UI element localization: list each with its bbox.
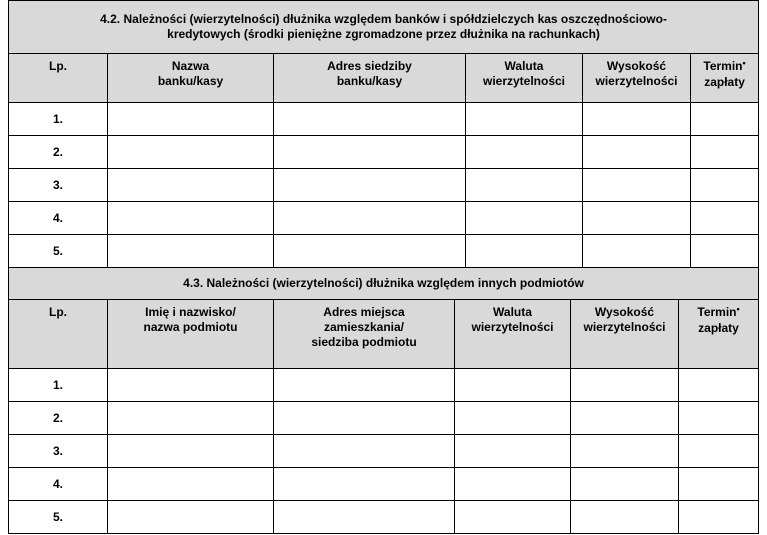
section-title-line: kredytowych (środki pieniężne zgromadzone przez dłużnika na rachunkach) — [167, 27, 600, 41]
other-receivables-table — [8, 267, 759, 534]
row-number: 2. — [9, 402, 108, 435]
table-row — [9, 468, 759, 501]
amount-cell[interactable] — [571, 402, 679, 435]
table-row — [9, 501, 759, 534]
table-row — [9, 136, 759, 169]
row-number: 2. — [9, 136, 108, 169]
entity-address-cell[interactable] — [274, 435, 455, 468]
table-row — [9, 235, 759, 268]
row-number: 1. — [9, 103, 108, 136]
table-row — [9, 402, 759, 435]
entity-name-cell[interactable] — [108, 501, 274, 534]
header-bank-address: Adres siedziby banku/kasy — [274, 54, 466, 103]
term-cell[interactable] — [691, 235, 759, 268]
section-title-line: 4.2. Należności (wierzytelności) dłużnika względem banków i spółdzielczych kas oszczędnościowo- — [100, 12, 667, 26]
currency-cell[interactable] — [455, 468, 571, 501]
row-number: 4. — [9, 202, 108, 235]
entity-name-cell[interactable] — [108, 369, 274, 402]
header-lp: Lp. — [9, 300, 108, 369]
header-payment-term: Termin• zapłaty — [679, 300, 759, 369]
term-cell[interactable] — [679, 402, 759, 435]
term-cell[interactable] — [679, 369, 759, 402]
bank-name-cell[interactable] — [108, 169, 274, 202]
currency-cell[interactable] — [455, 435, 571, 468]
currency-cell[interactable] — [466, 202, 583, 235]
bank-address-cell[interactable] — [274, 169, 466, 202]
currency-cell[interactable] — [466, 235, 583, 268]
header-currency: Waluta wierzytelności — [466, 54, 583, 103]
bank-receivables-table — [8, 0, 759, 268]
amount-cell[interactable] — [583, 136, 691, 169]
table-row — [9, 435, 759, 468]
bank-address-cell[interactable] — [274, 235, 466, 268]
header-lp: Lp. — [9, 54, 108, 103]
bank-address-cell[interactable] — [274, 202, 466, 235]
header-currency: Waluta wierzytelności — [455, 300, 571, 369]
row-number: 5. — [9, 235, 108, 268]
amount-cell[interactable] — [583, 202, 691, 235]
term-cell[interactable] — [679, 435, 759, 468]
header-entity-name: Imię i nazwisko/ nazwa podmiotu — [108, 300, 274, 369]
term-cell[interactable] — [691, 103, 759, 136]
table-row — [9, 202, 759, 235]
row-number: 1. — [9, 369, 108, 402]
currency-cell[interactable] — [455, 501, 571, 534]
currency-cell[interactable] — [455, 402, 571, 435]
entity-name-cell[interactable] — [108, 468, 274, 501]
table-row — [9, 369, 759, 402]
term-cell[interactable] — [679, 468, 759, 501]
entity-address-cell[interactable] — [274, 468, 455, 501]
currency-cell[interactable] — [466, 169, 583, 202]
section-4-3-title — [9, 268, 759, 300]
amount-cell[interactable] — [583, 169, 691, 202]
amount-cell[interactable] — [583, 235, 691, 268]
term-cell[interactable] — [691, 136, 759, 169]
footnote-mark: • — [742, 58, 746, 68]
entity-name-cell[interactable] — [108, 435, 274, 468]
amount-cell[interactable] — [571, 369, 679, 402]
bank-address-cell[interactable] — [274, 103, 466, 136]
row-number: 3. — [9, 435, 108, 468]
footnote-mark: • — [736, 304, 740, 314]
section-title-line: 4.3. Należności (wierzytelności) dłużnika względem innych podmiotów — [183, 276, 584, 290]
entity-address-cell[interactable] — [274, 501, 455, 534]
term-cell[interactable] — [691, 202, 759, 235]
bank-name-cell[interactable] — [108, 235, 274, 268]
table-row — [9, 103, 759, 136]
table-row — [9, 169, 759, 202]
header-bank-name: Nazwa banku/kasy — [108, 54, 274, 103]
section-4-2-title — [9, 1, 759, 54]
bank-name-cell[interactable] — [108, 202, 274, 235]
entity-address-cell[interactable] — [274, 369, 455, 402]
amount-cell[interactable] — [571, 468, 679, 501]
bank-address-cell[interactable] — [274, 136, 466, 169]
header-amount: Wysokość wierzytelności — [571, 300, 679, 369]
header-payment-term: Termin• zapłaty — [691, 54, 759, 103]
term-cell[interactable] — [679, 501, 759, 534]
row-number: 5. — [9, 501, 108, 534]
header-amount: Wysokość wierzytelności — [583, 54, 691, 103]
bank-name-cell[interactable] — [108, 103, 274, 136]
amount-cell[interactable] — [583, 103, 691, 136]
currency-cell[interactable] — [455, 369, 571, 402]
entity-name-cell[interactable] — [108, 402, 274, 435]
currency-cell[interactable] — [466, 136, 583, 169]
amount-cell[interactable] — [571, 435, 679, 468]
row-number: 4. — [9, 468, 108, 501]
row-number: 3. — [9, 169, 108, 202]
amount-cell[interactable] — [571, 501, 679, 534]
term-cell[interactable] — [691, 169, 759, 202]
currency-cell[interactable] — [466, 103, 583, 136]
entity-address-cell[interactable] — [274, 402, 455, 435]
bank-name-cell[interactable] — [108, 136, 274, 169]
header-entity-address: Adres miejsca zamieszkania/ siedziba podmiotu — [274, 300, 455, 369]
